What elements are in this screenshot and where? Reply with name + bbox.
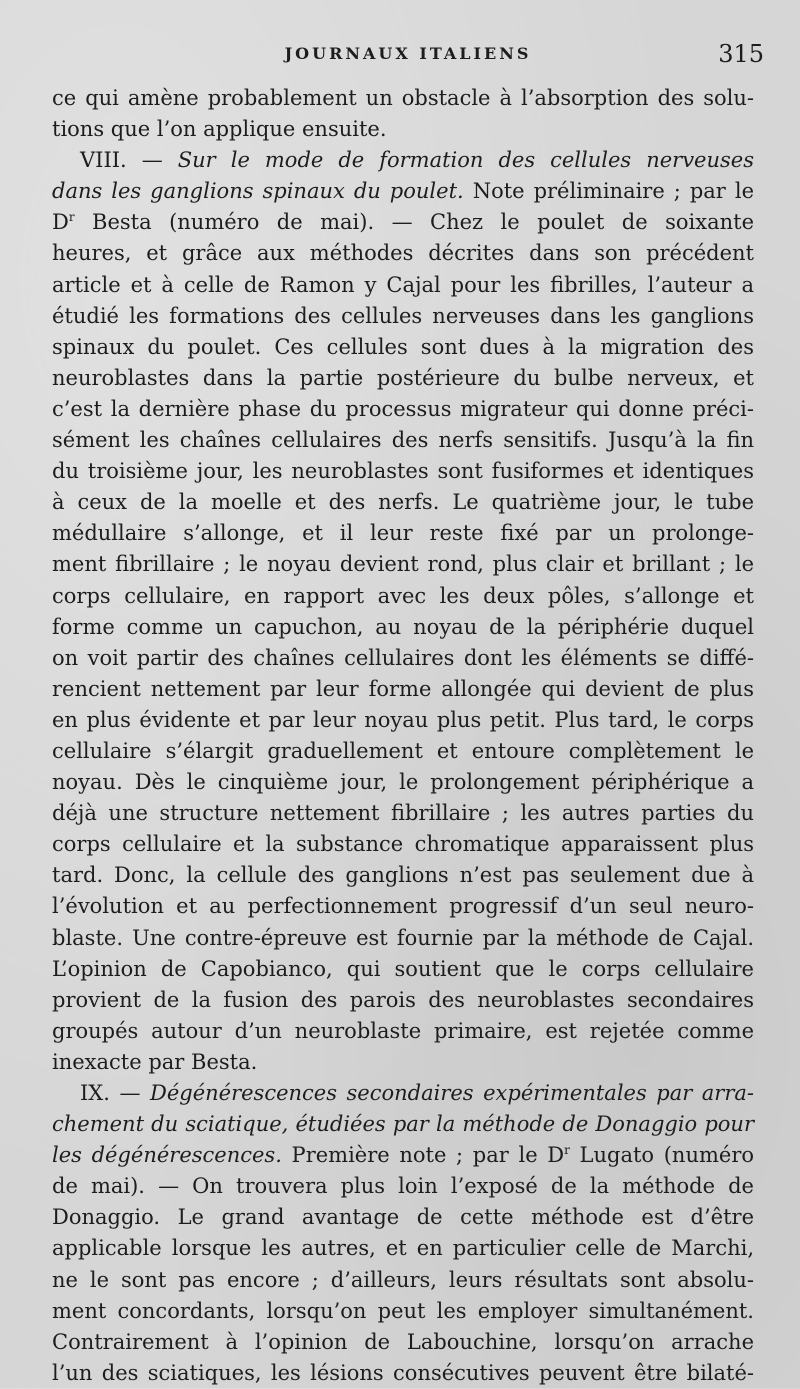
text-line: à ceux de la moelle et des nerfs. Le quatrième jour, le tube xyxy=(52,490,754,515)
running-title: JOURNAUX ITALIENS xyxy=(284,44,532,63)
text-line: neuroblastes dans la partie postérieure du bulbe nerveux, et xyxy=(52,365,754,390)
text-line: applicable lorsque les autres, et en particulier celle de Marchi, xyxy=(52,1236,754,1261)
text-line: inexacte par Besta. xyxy=(52,1049,258,1074)
text-segment: Besta (numéro de mai). — Chez le poulet de soixante xyxy=(74,210,754,235)
text-line: corps cellulaire et la substance chromatique apparaissent plus xyxy=(52,832,754,857)
text-segment: IX. — xyxy=(80,1081,150,1105)
text-line xyxy=(52,1078,754,1109)
text-line: rencient nettement par leur forme allongée qui devient de plus xyxy=(52,676,754,701)
text-line: tard. Donc, la cellule des ganglions n’est pas seulement due à xyxy=(52,863,754,888)
text-line xyxy=(52,207,754,238)
text-line: Contrairement à l’opinion de Labouchine, lorsqu’on arrache xyxy=(52,1329,754,1354)
text-line: l’évolution et au perfectionnement progressif d’un seul neuro- xyxy=(52,894,754,919)
text-line: ment fibrillaire ; le noyau devient rond, plus clair et brillant ; le xyxy=(52,552,754,577)
italic-text: Dégénérescences secondaires expérimentales par arra- xyxy=(149,1081,755,1105)
superscript: r xyxy=(68,210,75,225)
page-number: 315 xyxy=(718,40,764,68)
text-line: c’est la dernière phase du processus migrateur qui donne préci- xyxy=(52,396,754,421)
text-line: on voit partir des chaînes cellulaires dont les éléments se diffé- xyxy=(52,645,754,670)
text-line: forme comme un capuchon, au noyau de la périphérie duquel xyxy=(52,614,754,639)
text-line: Donaggio. Le grand avantage de cette méthode est d’être xyxy=(52,1205,754,1230)
text-segment: Première note ; par le D xyxy=(281,1143,565,1168)
text-line: ne le sont pas encore ; d’ailleurs, leurs résultats sont absolu- xyxy=(52,1267,754,1292)
italic-text: chement du sciatique, étudiées par la méthode de Donaggio pour xyxy=(52,1112,754,1137)
text-line: l’un des sciatiques, les lésions consécutives peuvent être bilaté- xyxy=(52,1360,754,1385)
text-line xyxy=(52,1109,754,1140)
text-line: tions que l’on applique ensuite. xyxy=(52,117,387,142)
text-line: étudié les formations des cellules nerveuses dans les ganglions xyxy=(52,303,754,328)
superscript: r xyxy=(564,1143,570,1158)
italic-text: dans les ganglions spinaux du poulet. xyxy=(52,179,464,204)
text-line: déjà une structure nettement fibrillaire ; les autres parties du xyxy=(52,801,754,826)
page-header xyxy=(52,40,764,76)
body-text xyxy=(52,83,754,1389)
text-line: provient de la fusion des parois des neuroblastes secondaires xyxy=(52,987,754,1012)
text-line: heures, et grâce aux méthodes décrites dans son précédent xyxy=(52,241,754,266)
text-line: article et à celle de Ramon y Cajal pour les fibrilles, l’auteur a xyxy=(52,272,754,297)
text-line: groupés autour d’un neuroblaste primaire, est rejetée comme xyxy=(52,1018,754,1043)
text-line: ce qui amène probablement un obstacle à l’absorption des solu- xyxy=(52,86,754,110)
text-line xyxy=(52,145,754,176)
text-line xyxy=(52,176,754,207)
text-line: noyau. Dès le cinquième jour, le prolongement périphérique a xyxy=(52,770,754,795)
text-segment: Note préliminaire ; par le xyxy=(463,179,754,204)
text-segment: Lugato (numéro xyxy=(569,1143,754,1168)
text-segment: D xyxy=(52,210,69,235)
text-line: spinaux du poulet. Ces cellules sont dues à la migration des xyxy=(52,334,754,359)
text-line xyxy=(52,1140,754,1171)
text-line: L’opinion de Capobianco, qui soutient que le corps cellulaire xyxy=(52,956,754,981)
italic-text: les dégénérescences. xyxy=(52,1143,282,1168)
text-line: blaste. Une contre-épreuve est fournie par la méthode de Cajal. xyxy=(52,925,754,950)
text-line: ment concordants, lorsqu’on peut les employer simultanément. xyxy=(52,1298,754,1323)
italic-text: Sur le mode de formation des cellules nerveuses xyxy=(177,148,754,173)
text-segment: VIII. — xyxy=(80,148,178,173)
text-line: cellulaire s’élargit graduellement et entoure complètement le xyxy=(52,738,754,763)
text-line: médullaire s’allonge, et il leur reste fixé par un prolonge- xyxy=(52,521,754,546)
text-line: de mai). — On trouvera plus loin l’exposé de la méthode de xyxy=(52,1174,754,1199)
text-line: en plus évidente et par leur noyau plus petit. Plus tard, le corps xyxy=(52,707,754,732)
text-line: sément les chaînes cellulaires des nerfs sensitifs. Jusqu’à la fin xyxy=(52,428,754,453)
text-line: corps cellulaire, en rapport avec les deux pôles, s’allonge et xyxy=(52,583,754,608)
text-line: du troisième jour, les neuroblastes sont fusiformes et identiques xyxy=(52,459,754,484)
